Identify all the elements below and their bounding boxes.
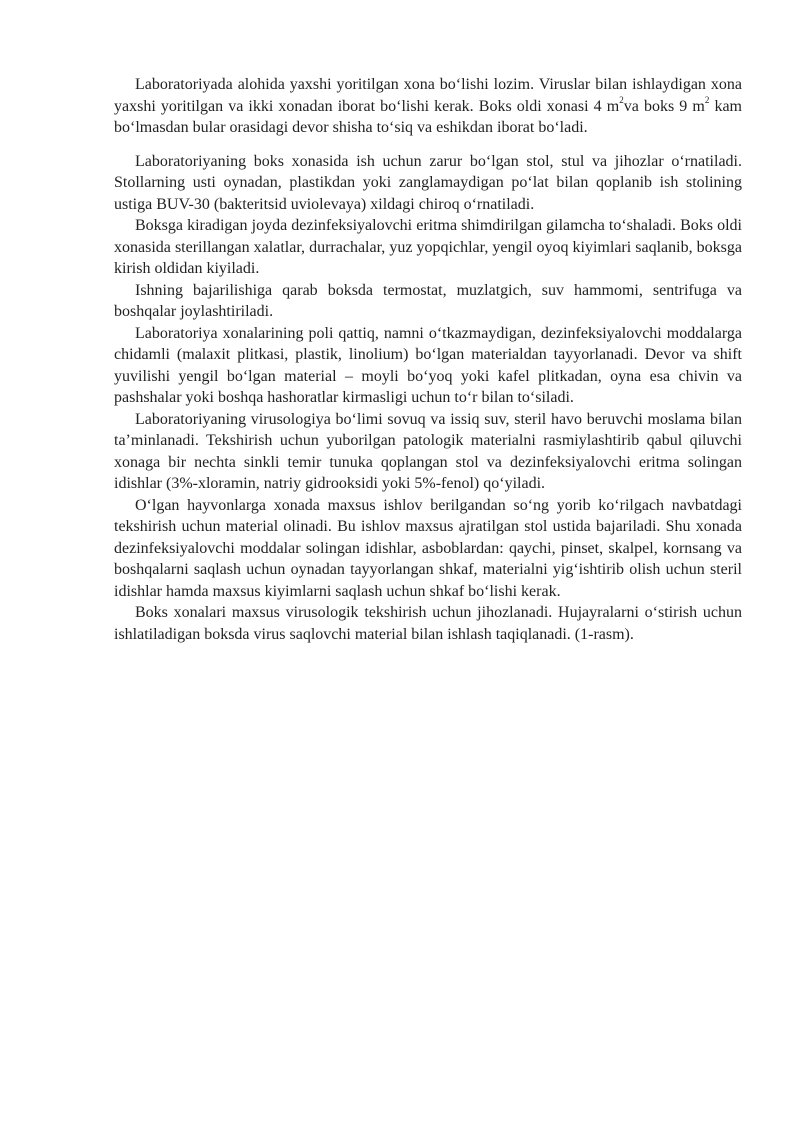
paragraph-box-entrance: Boksga kiradigan joyda dezinfeksiyalovchi eritma shimdirilgan gilamcha toʻshaladi. Boks oldi xonasida sterillangan xalatlar, durrachalar, yuz yopqichlar, yengil oyoq kiyimlari saqlanib, boksga kirish oldidan kiyiladi. (114, 217, 742, 277)
document-page (114, 74, 742, 645)
paragraph-text: va boks 9 m (623, 97, 705, 115)
paragraph-room-requirements (114, 74, 742, 139)
superscript: 2 (619, 95, 624, 106)
superscript: 2 (704, 95, 710, 106)
paragraph-floor-walls: Laboratoriya xonalarining poli qattiq, namni oʻtkazmaydigan, dezinfeksiyalovchi moddalarga chidamli (malaxit plitkasi, plastik, linolium) boʻlgan materialdan tayyorlanadi. Devor va shift yuvilishi yengil boʻlgan material – moyli boʻyoq yoki kafel plitkadan, oyna esa chivin va pashshalar yoki boshqa hashoratlar kirmasligi uchun toʻr bilan toʻsiladi. (114, 324, 742, 406)
paragraph-box-equipment: Laboratoriyaning boks xonasida ish uchun zarur boʻlgan stol, stul va jihozlar oʻrnatiladi. Stollarning usti oynadan, plastikdan yoki zanglamaydigan poʻlat bilan qoplanib ish stolining ustiga BUV-30 (bakteritsid uviolevaya) xildagi chiroq oʻrnatiladi. (114, 152, 742, 213)
paragraph-text: kam boʻlmasdan bular orasidagi devor shisha toʻsiq va eshikdan iborat boʻladi. (114, 97, 742, 136)
paragraph-dead-animals: Oʻlgan hayvonlarga xonada maxsus ishlov berilgandan soʻng yorib koʻrilgach navbatdagi tekshirish uchun material olinadi. Bu ishlov maxsus ajratilgan stol ustida bajariladi. Shu xonada dezinfeksiyalovchi moddalar solingan idishlar, asboblardan: qaychi, pinset, skalpel, kornsang va boshqalarni saqlash uchun oynadan tayyorlangan shkaf, materialni yigʻishtirib olish uchun steril idishlar hamda maxsus kiyimlarni saqlash uchun shkaf boʻlishi kerak. (114, 496, 742, 600)
paragraph-box-rooms: Boks xonalari maxsus virusologik tekshirish uchun jihozlanadi. Hujayralarni oʻstirish uchun ishlatiladigan boksda virus saqlovchi material bilan ishlash taqiqlanadi. (1-rasm). (114, 604, 742, 643)
paragraph-box-devices: Ishning bajarilishiga qarab boksda termostat, muzlatgich, suv hammomi, sentrifuga va boshqalar joylashtiriladi. (114, 281, 742, 320)
paragraph-virology-department: Laboratoriyaning virusologiya boʻlimi sovuq va issiq suv, steril havo beruvchi moslama bilan taʼminlanadi. Tekshirish uchun yuborilgan patologik materialni rasmiylashtirib qabul qiluvchi xonaga bir nechta sinkli temir tunuka qoplangan stol va dezinfeksiyalovchi eritma solingan idishlar (3%-xloramin, natriy gidrooksidi yoki 5%-fenol) qoʻyiladi. (114, 410, 742, 492)
paragraph-text: Laboratoriyada alohida yaxshi yoritilgan xona boʻlishi lozim. Viruslar bilan ishlaydigan xona yaxshi yoritilgan va ikki xonadan iborat boʻlishi kerak. Boks oldi xonasi 4 m (114, 76, 742, 115)
